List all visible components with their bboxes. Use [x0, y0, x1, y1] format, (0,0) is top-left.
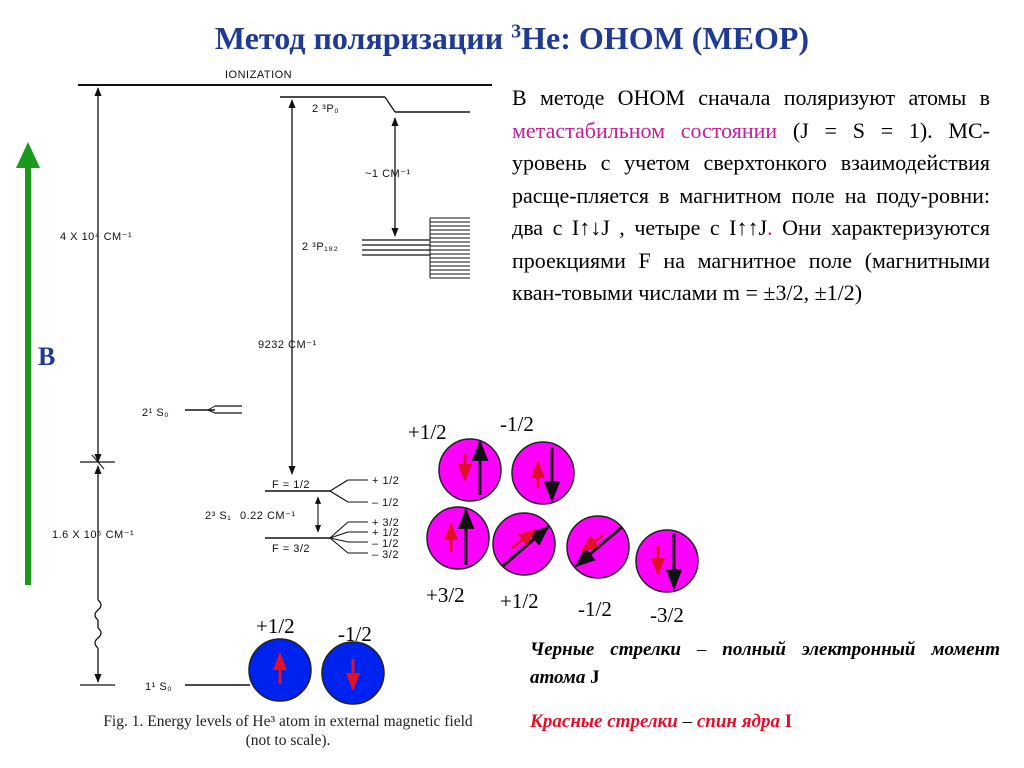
split-022-label: 0.22 CM⁻¹ — [240, 510, 296, 522]
note-black-arrows — [530, 636, 1000, 692]
note-red-label: Красные стрелки — [530, 711, 678, 732]
label-meta-plus-half: +1/2 — [500, 589, 539, 613]
atom-meta-minus-half — [567, 516, 629, 578]
level-1-1S0-label: 1¹ S₀ — [145, 681, 173, 693]
label-meta-plus-three-half: +3/2 — [426, 583, 465, 607]
label-meta-top-minus-half: -1/2 — [500, 412, 534, 436]
note-red-text: спин ядра — [696, 711, 785, 732]
f-half-label: F = 1/2 — [272, 479, 311, 491]
level-2-3P182-lines — [362, 218, 470, 278]
note-black-dash: – — [680, 639, 723, 660]
method-description — [512, 82, 990, 310]
description-dot: . — [767, 215, 773, 240]
description-accent: метастабильном состоянии — [512, 117, 778, 143]
atom-meta-plus-half — [493, 513, 555, 575]
atom-meta-minus-three-half — [636, 530, 698, 592]
energy-9232-label: 9232 CM⁻¹ — [258, 339, 317, 351]
level-2-3P0-label: 2 ³P₀ — [312, 103, 340, 115]
atom-meta-plus-three-half — [427, 507, 489, 569]
sub-f-half-plus: + 1/2 — [372, 475, 400, 487]
note-black-text: полный электронный момент атома — [530, 639, 1001, 688]
description-part2: (J = S = 1). МС-уровень с учетом сверхтонкого взаимодействия расще-пляется в магнитном поле на поду-ровни: два с I↑↓J , четыре с I↑↑J — [512, 117, 990, 240]
sub-f-three-half-2: + 1/2 — [372, 527, 400, 539]
caption-line2: (not to scale). — [245, 732, 331, 749]
atom-ground-plus-half — [249, 639, 311, 701]
axis-4e4 — [80, 88, 115, 469]
atom-ground-minus-half — [322, 642, 384, 704]
label-ground-plus-half: +1/2 — [256, 614, 295, 638]
level-2-1S0-line — [185, 406, 242, 413]
description-part1: В методе ОНОМ сначала поляризуют атомы в — [512, 85, 990, 110]
title-suffix: He: OHOM (MEOP) — [521, 20, 810, 56]
ionization-label: IONIZATION — [225, 69, 293, 81]
atom-meta-f-half-minus — [512, 442, 574, 504]
axis-16e5 — [95, 466, 101, 682]
description-part3: Они характеризуются проекциями F на магнитное поле (магнитными кван-товыми числами m = ±3/2, ±1/2) — [512, 215, 990, 305]
sub-f-three-half-1: + 3/2 — [372, 517, 400, 529]
label-meta-minus-three-half: -3/2 — [650, 603, 684, 627]
label-meta-minus-half: -1/2 — [578, 597, 612, 621]
label-ground-minus-half: -1/2 — [338, 622, 372, 646]
sub-f-three-half-3: – 1/2 — [372, 538, 399, 550]
title-prefix: Метод поляризации — [214, 20, 512, 56]
sub-f-three-half-4: – 3/2 — [372, 549, 399, 561]
figure-caption — [28, 712, 548, 750]
note-red-dash: – — [677, 711, 697, 732]
energy-4e4-label: 4 X 10⁴ CM⁻¹ — [60, 231, 133, 243]
f-three-half-label: F = 3/2 — [272, 543, 311, 555]
title-superscript: 3 — [511, 20, 522, 43]
note-black-label: Черные стрелки — [530, 639, 681, 660]
atom-meta-f-half-plus — [439, 439, 501, 501]
sub-f-half-minus: – 1/2 — [372, 497, 399, 509]
note-black-symbol: J — [590, 667, 600, 688]
level-2-1S0-label: 2¹ S₀ — [142, 407, 170, 419]
magnetic-field-label: B — [38, 342, 56, 371]
note-red-symbol: I — [784, 711, 793, 732]
level-2-3P182-label: 2 ³P₁₈₂ — [302, 241, 339, 253]
note-red-arrows — [530, 711, 1000, 733]
label-meta-top-plus-half: +1/2 — [408, 420, 447, 444]
level-2-3S1-label: 2³ S₁ — [205, 510, 232, 522]
magnetic-field-arrow — [16, 142, 40, 585]
energy-16e5-label: 1.6 X 10⁵ CM⁻¹ — [52, 529, 135, 541]
caption-line1: Fig. 1. Energy levels of He³ atom in external magnetic field — [103, 713, 473, 730]
gap-small-label: ~1 CM⁻¹ — [365, 168, 411, 180]
